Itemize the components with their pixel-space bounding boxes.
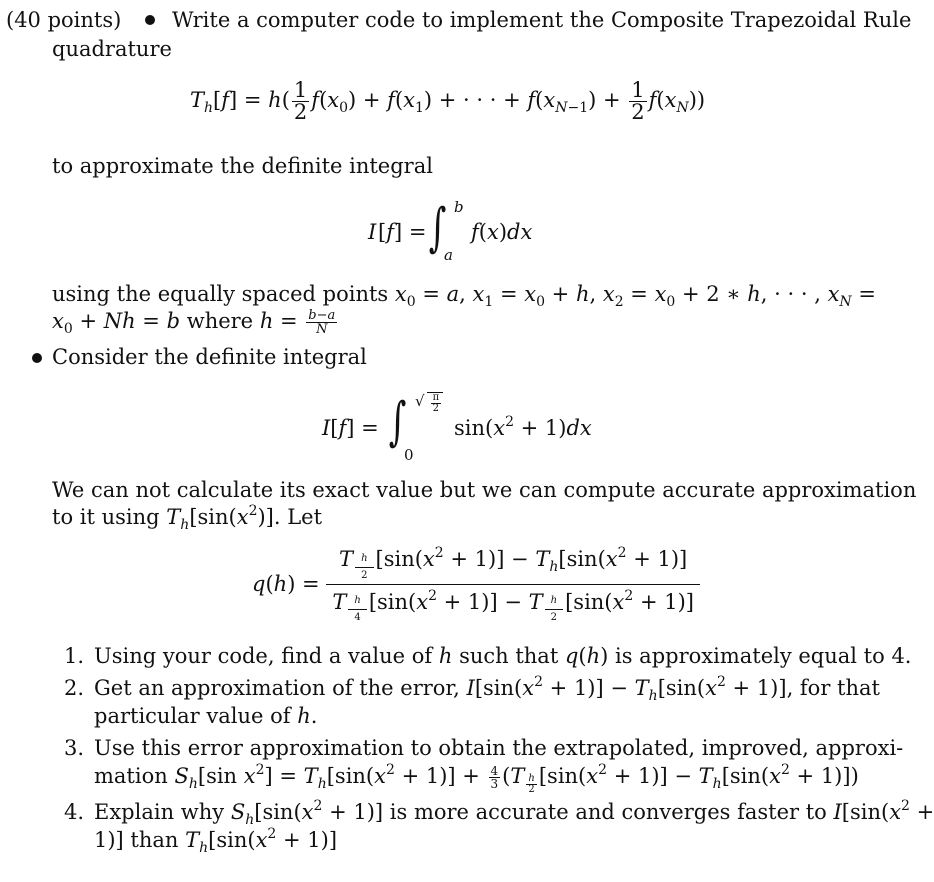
bullet-1-text: Write a computer code to implement the Composite Trapezoidal Rule (172, 8, 912, 32)
where-text: where (186, 309, 254, 333)
to-approximate-text: to approximate the definite integral (52, 154, 433, 178)
bullet-marker-1 (145, 15, 155, 25)
let-text: . Let (273, 505, 323, 529)
document-page: (40 points) Write a computer code to implement the Composite Trapezoidal Rule quadrature $T_h[f] = h$( $\frac{1}{2}$ $f(x_0) + f(x_1)$ + · · · + $f(x_{N-1})$ + $\frac{1}{2}$ $f(x_N)$) to approximate the definite integral I [f] = ∫ b a f(x)dx using the equally spaced points $x_0 = a$, $x_1 = x_0 + h$, $x_2 = x_0 + 2$ ∗ h, · · · , $x_N$ = $x_0 + Nh = b$ where h = $\frac{b-a}{N}$ Consider the definite integral I[f] = ∫ √ $\frac{\pi}{2}$ 0 $\sin(x^2 + 1)dx$ We can not calculate its exact value but we can compute accurate approximation to it using $T_h[\sin(x^2)]$. Let q(h) = T $_{\frac{h}{2}}$ $[\sin(x^2 + 1)] - T_h[\sin(x^2 + 1)]$ T $_{\frac{h}{4}}$ $[\sin(x^2 + 1)] - T$ $_{\frac{h}{2}}$ $[\sin(x^2 + 1)]$ 1. Using your code, find a value of h such that q(h) is approximately equal to 4. 2. Get an approximation of the error, $I[\sin(x^2 + 1)] - T_h[\sin(x^2 + 1)]$, for that particular value of h. 3. Use this error approximation to obtain the extrapolated, improved, approxi- mation $S_h[\sin$ $x^2] = T_h[\sin(x^2 + 1)]$ + $\frac{4}{3}$ (T $_{\frac{h}{2}}$ $[\sin(x^2 + 1)] - T_h[\sin(x^2 + 1)]$) 4. Explain why $S_h[\sin(x^2 + 1)]$ is more accurate and converges faster to $I[\sin(x^2$ + 1)] than $T_h[\sin(x^2 + 1)]$ (6, 8, 934, 856)
cannot-calc-line-1: We can not calculate its exact value but we can compute accurate approximation (52, 478, 917, 502)
bullet-marker-2 (32, 353, 42, 363)
cannot-calc-text: to it using (52, 505, 160, 529)
cannot-calc-line-2: to it using $T_h[\sin(x^2)]$. Let (52, 503, 323, 533)
spaced-points-line-1: using the equally spaced points $x_0 = a$, $x_1 = x_0 + h$, $x_2 = x_0 + 2$ ∗ h, · · · , $x_N$ = (52, 282, 876, 310)
bullet-2-text: Consider the definite integral (52, 345, 367, 369)
trapezoidal-formula: $T_h[f] = h$( $\frac{1}{2}$ $f(x_0) + f(x_1)$ + · · · + $f(x_{N-1})$ + $\frac{1}{2}$ $f(x_N)$) (190, 78, 706, 124)
list-item-1-text: Using your code, find a value of h such that q(h) is approximately equal to 4. (94, 644, 912, 668)
q-of-h-formula: q(h) = T $_{\frac{h}{2}}$ $[\sin(x^2 + 1)] - T_h[\sin(x^2 + 1)]$ T $_{\frac{h}{4}}$ $[\sin(x^2 + 1)] - T$ $_{\frac{h}{2}}$ $[\sin(x^2 + 1)]$ (252, 545, 700, 623)
spaced-points-text: using the equally spaced points (52, 282, 389, 306)
spaced-points-line-2: $x_0 + Nh = b$ where h = $\frac{b-a}{N}$ (52, 308, 336, 337)
bullet-1-continuation: quadrature (52, 37, 172, 61)
points-label: (40 points) (6, 8, 122, 32)
